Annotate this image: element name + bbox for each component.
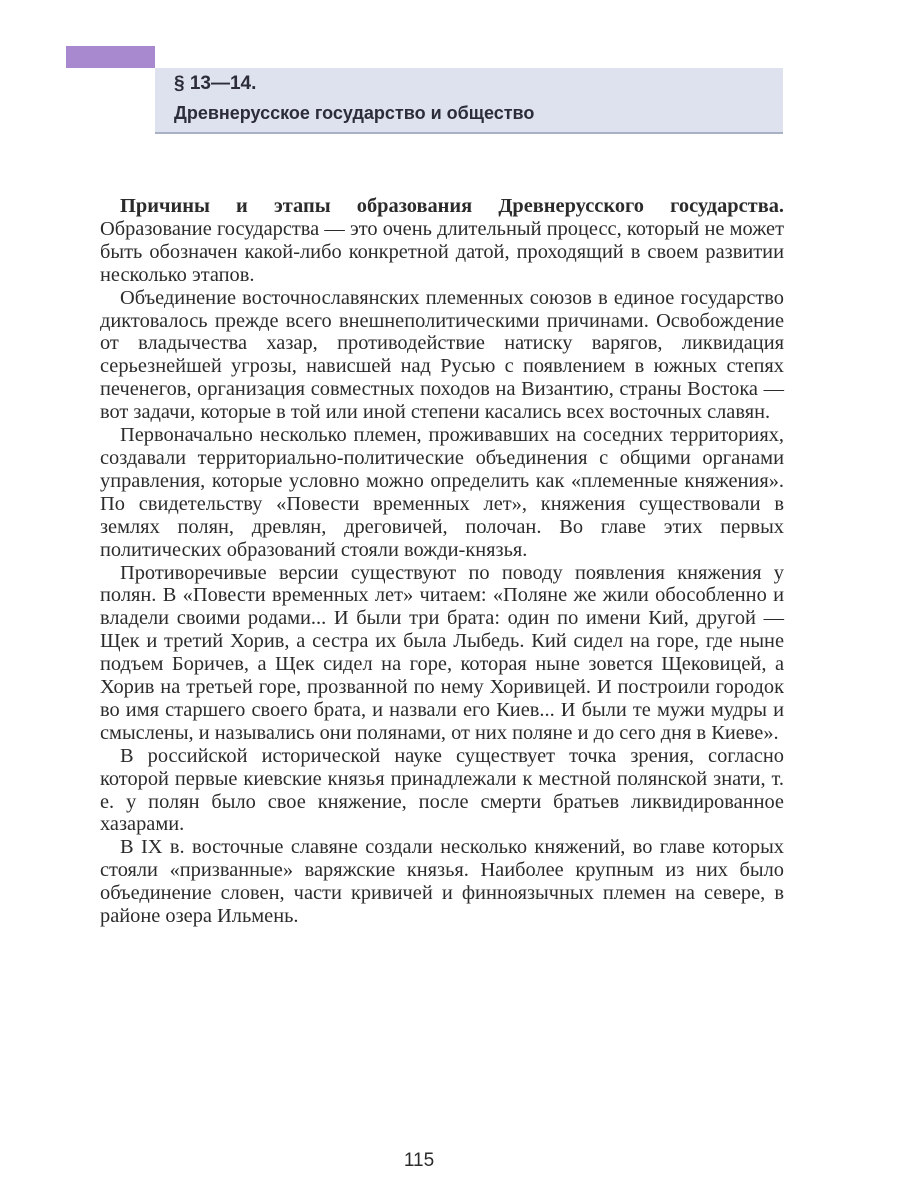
paragraph	[100, 836, 784, 928]
paragraph-text: Первоначально несколько племен, проживавших на соседних территориях, создавали территориально-политические объединения с общими органами управления, которые условно можно определить как «племенные княжения». По свидетельству «Повести временных лет», княжения существовали в землях полян, древлян, дреговичей, полочан. Во главе этих первых политических образований стояли вожди-князья.	[100, 424, 784, 561]
section-number: § 13—14.	[174, 73, 257, 94]
section-color-tab	[66, 46, 155, 68]
paragraph-text: В российской исторической науке существует точка зрения, согласно которой первые киевские князья принадлежали к местной полянской знати, т. е. у полян было свое княжение, после смерти братьев ликвидированное хазарами.	[100, 744, 784, 836]
paragraph-text: Противоречивые версии существуют по поводу появления княжения у полян. В «Повести временных лет» читаем: «Поляне же жили обособленно и владели своими родами... И были три брата: один по имени Кий, другой — Щек и третий Хорив, а сестра их была Лыбедь. Кий сидел на горе, где ныне подъем Боричев, а Щек сидел на горе, которая ныне зовется Щековицей, а Хорив на третьей горе, прозванной по нему Хоривицей. И построили городок во имя старшего своего брата, и назвали его Киев... И были те мужи мудры и смыслены, и назывались они полянами, от них поляне и до сего дня в Киеве».	[100, 561, 784, 744]
paragraph	[100, 562, 784, 745]
section-title: Древнерусское государство и общество	[174, 103, 535, 123]
body-text	[100, 195, 784, 928]
paragraph-lead: Причины и этапы образования Древнерусского государства.	[120, 195, 784, 217]
paragraph	[100, 745, 784, 837]
paragraph-text: В IX в. восточные славяне создали несколько княжений, во главе которых стояли «призванные» варяжские князья. Наиболее крупным из них было объединение словен, части кривичей и финноязычных племен на севере, в районе озера Ильмень.	[100, 836, 784, 928]
paragraph	[100, 195, 784, 287]
paragraph-text: Объединение восточнославянских племенных союзов в единое государство диктовалось прежде всего внешнеполитическими причинами. Освобождение от владычества хазар, противодействие натиску варягов, ликвидация серьезнейшей угрозы, нависшей над Русью с появлением в южных степях печенегов, организация совместных походов на Византию, страны Востока — вот задачи, которые в той или иной степени касались всех восточных славян.	[100, 286, 784, 424]
paragraph	[100, 424, 784, 561]
page-number: 115	[403, 1150, 435, 1171]
section-header-rule	[155, 132, 783, 134]
paragraph	[100, 287, 784, 424]
paragraph-text: Образование государства — это очень длительный процесс, который не может быть обозначен какой-либо конкретной датой, проходящий в своем развитии несколько этапов.	[100, 217, 784, 286]
